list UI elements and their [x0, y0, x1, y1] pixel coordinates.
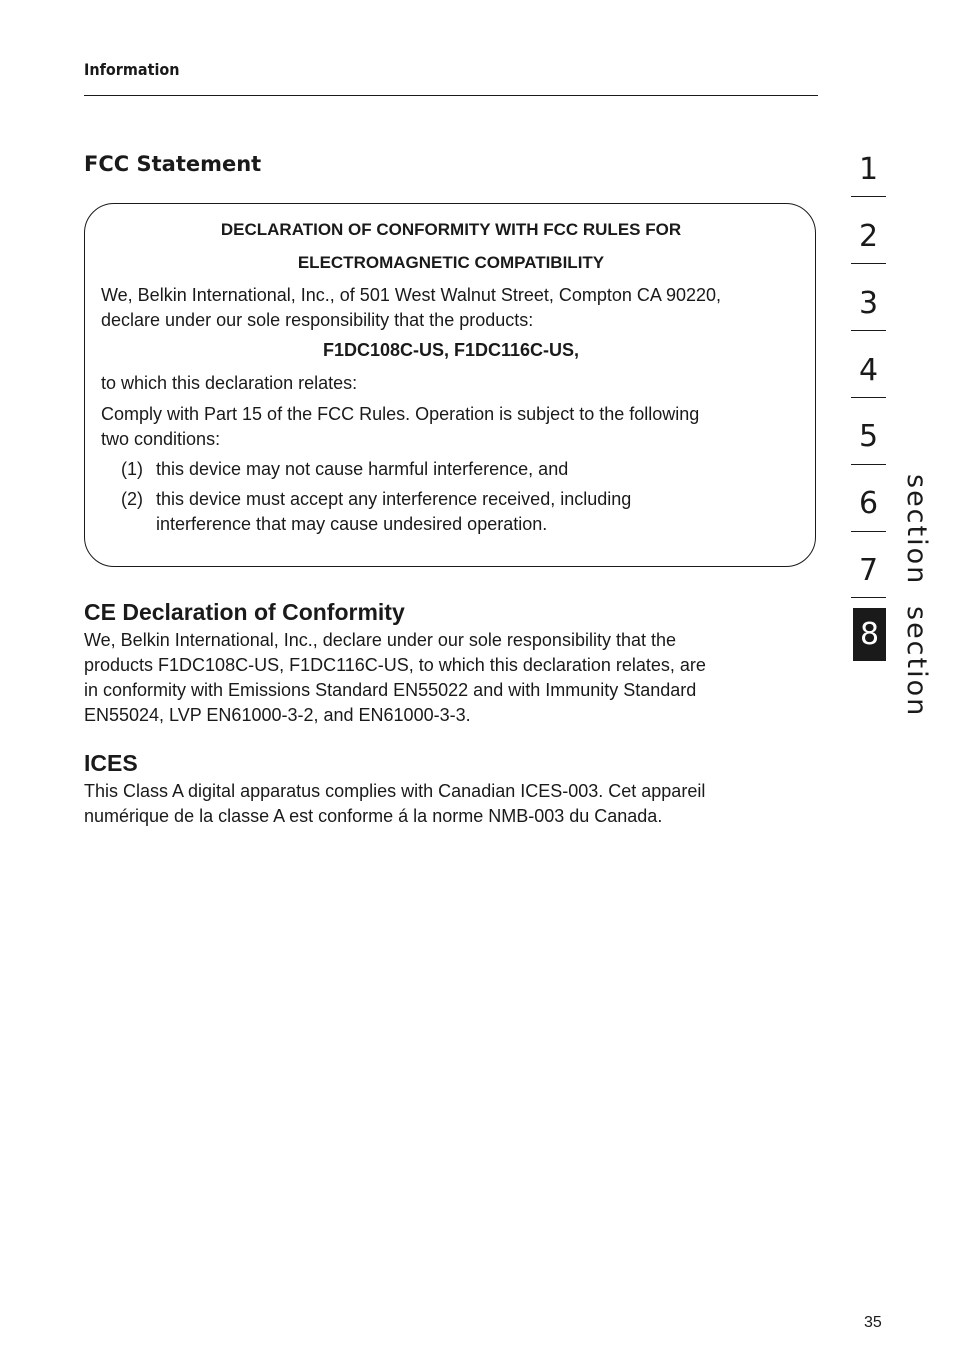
section-tab-2[interactable]: 2 [858, 219, 879, 254]
ce-line-2: products F1DC108C-US, F1DC116C-US, to which this declaration relates, are [84, 655, 706, 675]
declaration-para2-line1: Comply with Part 15 of the FCC Rules. Operation is subject to the following [101, 404, 700, 424]
section-tab-4[interactable]: 4 [858, 353, 879, 388]
fcc-declaration-box [84, 203, 816, 567]
tab-divider [851, 597, 886, 598]
ce-line-4: EN55024, LVP EN61000-3-2, and EN61000-3-3. [84, 705, 471, 725]
condition-2-line2: interference that may cause undesired operation. [156, 514, 548, 534]
condition-2-number: (2) [121, 489, 143, 509]
tab-divider [851, 397, 886, 398]
running-header: Information [84, 60, 180, 79]
ce-line-1: We, Belkin International, Inc., declare under our sole responsibility that the [84, 630, 676, 650]
condition-2-line1: this device must accept any interference received, including [156, 489, 632, 509]
ices-line-1: This Class A digital apparatus complies with Canadian ICES-003. Cet appareil [84, 781, 706, 801]
ices-line-2: numérique de la classe A est conforme á la norme NMB-003 du Canada. [84, 806, 663, 826]
tab-divider [851, 464, 886, 465]
section-label-upper: section [901, 474, 932, 586]
section-tab-1[interactable]: 1 [858, 152, 879, 187]
declaration-relates: to which this declaration relates: [101, 373, 358, 393]
section-tab-5[interactable]: 5 [858, 419, 879, 454]
section-tab-7[interactable]: 7 [858, 553, 879, 588]
tab-divider [851, 531, 886, 532]
condition-1-number: (1) [121, 459, 143, 479]
ce-line-3: in conformity with Emissions Standard EN55022 and with Immunity Standard [84, 680, 697, 700]
ices-title: ICES [84, 750, 138, 776]
header-divider [84, 95, 818, 96]
declaration-para2-line2: two conditions: [101, 429, 221, 449]
tab-divider [851, 263, 886, 264]
section-tab-3[interactable]: 3 [858, 286, 879, 321]
section-tab-6[interactable]: 6 [858, 486, 879, 521]
declaration-para1-line1: We, Belkin International, Inc., of 501 West Walnut Street, Compton CA 90220, [101, 285, 721, 305]
page-number: 35 [864, 1314, 882, 1331]
tab-divider [851, 330, 886, 331]
section-tab-8-active[interactable]: 8 [859, 617, 880, 652]
declaration-para1-line2: declare under our sole responsibility that the products: [101, 310, 534, 330]
section-label-lower: section [901, 606, 932, 718]
condition-1-text: this device may not cause harmful interference, and [156, 459, 569, 479]
declaration-heading-line2: ELECTROMAGNETIC COMPATIBILITY [297, 253, 605, 272]
declaration-products: F1DC108C-US, F1DC116C-US, [322, 340, 580, 360]
fcc-statement-title: FCC Statement [84, 152, 262, 176]
declaration-heading-line1: DECLARATION OF CONFORMITY WITH FCC RULES FOR [220, 220, 682, 239]
tab-divider [851, 196, 886, 197]
ce-declaration-title: CE Declaration of Conformity [84, 599, 405, 625]
